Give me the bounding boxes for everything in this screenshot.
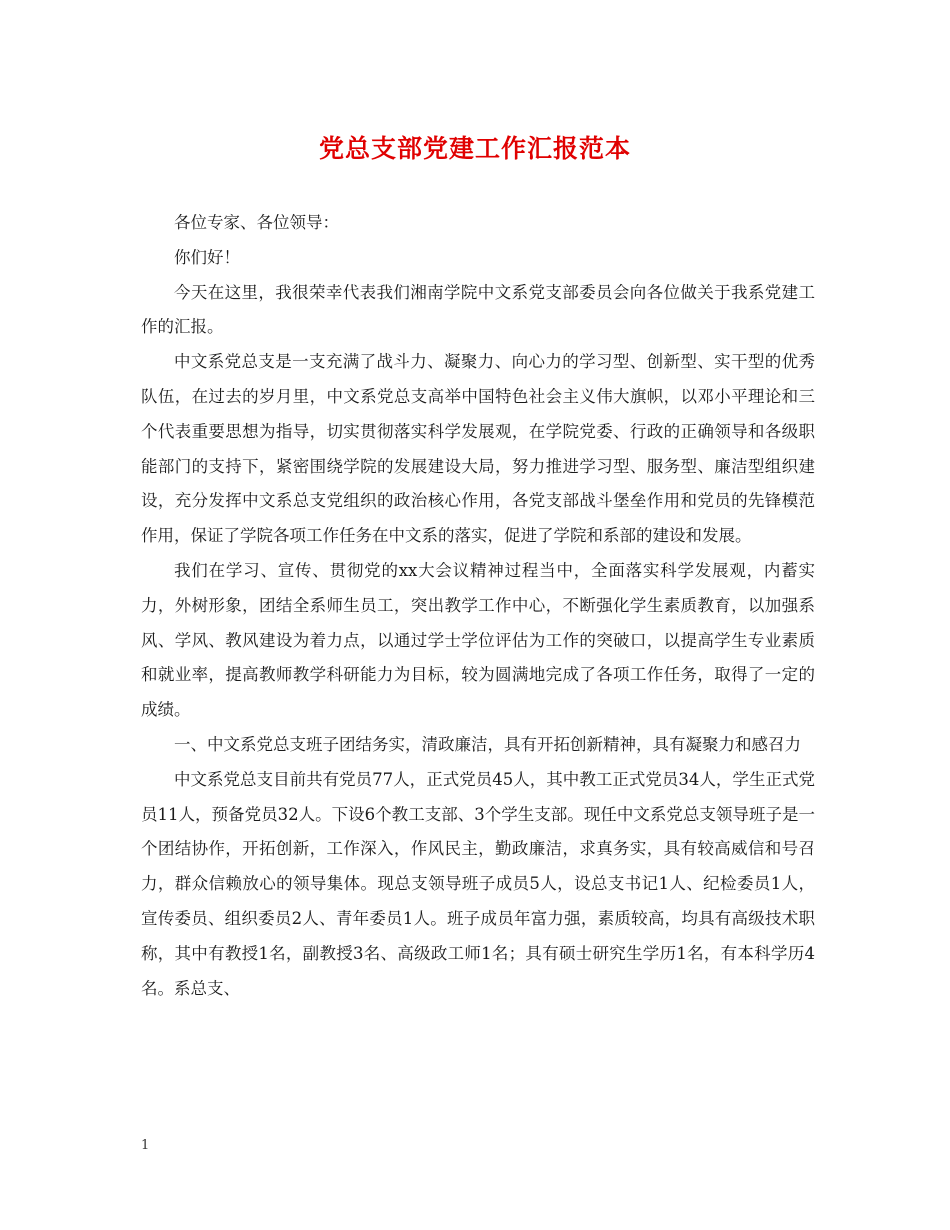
document-body xyxy=(141,206,815,1006)
paragraph: 中文系党总支是一支充满了战斗力、凝聚力、向心力的学习型、创新型、实干型的优秀队伍，在过去的岁月里，中文系党总支高举中国特色社会主义伟大旗帜，以邓小平理论和三个代表重要思想为指导，切实贯彻落实科学发展观，在学院党委、行政的正确领导和各级职能部门的支持下，紧密围绕学院的发展建设大局，努力推进学习型、服务型、廉洁型组织建设，充分发挥中文系总支党组织的政治核心作用，各党支部战斗堡垒作用和党员的先锋模范作用，保证了学院各项工作任务在中文系的落实，促进了学院和系部的建设和发展。 xyxy=(141,352,815,546)
paragraph: 各位专家、各位领导： xyxy=(174,213,339,232)
paragraph: 我们在学习、宣传、贯彻党的xx大会议精神过程当中，全面落实科学发展观，内蓄实力，外树形象，团结全系师生员工，突出教学工作中心，不断强化学生素质教育，以加强系风、学风、教风建设为着力点，以通过学士学位评估为工作的突破口，以提高学生专业素质和就业率，提高教师教学科研能力为目标，较为圆满地完成了各项工作任务，取得了一定的成绩。 xyxy=(141,560,815,720)
document-title: 党总支部党建工作汇报范本 xyxy=(318,134,631,163)
paragraph: 你们好！ xyxy=(174,247,240,267)
paragraph: 今天在这里，我很荣幸代表我们湘南学院中文系党支部委员会向各位做关于我系党建工作的汇报。 xyxy=(141,282,815,337)
paragraph: 中文系党总支目前共有党员77人，正式党员45人，其中教工正式党员34人，学生正式党员11人，预备党员32人。下设6个教工支部、3个学生支部。现任中文系党总支领导班子是一个团结协作，开拓创新，工作深入，作风民主，勤政廉洁，求真务实，具有较高威信和号召力，群众信赖放心的领导集体。现总支领导班子成员5人，设总支书记1人、纪检委员1人，宣传委员、组织委员2人、青年委员1人。班子成员年富力强，素质较高，均具有高级技术职称，其中有教授1名，副教授3名、高级政工师1名；具有硕士研究生学历1名，有本科学历4名。系总支、 xyxy=(141,769,815,998)
section-heading: 一、中文系党总支班子团结务实，清政廉洁，具有开拓创新精神，具有凝聚力和感召力 xyxy=(174,734,801,754)
page-number: 1 xyxy=(141,1138,150,1153)
